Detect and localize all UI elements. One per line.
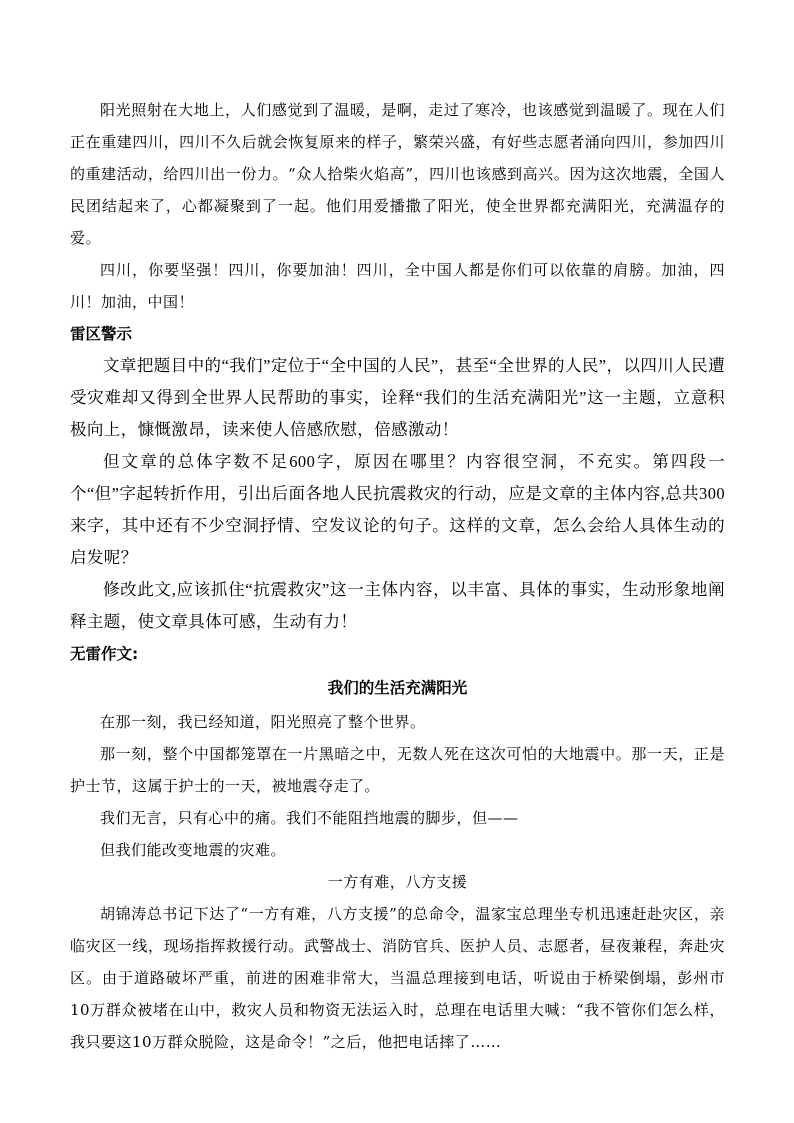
commentary-paragraph: 文章把题目中的“我们”定位于“全中国的人民”，甚至“全世界的人民”，以四川人民遭受灾难却又得到全世界人民帮助的事实，诠释“我们的生活充满阳光”这一主题，立意积极向上，慷慨激昂，读来使人倍感欣慰，倍感激动！ xyxy=(70,356,725,439)
commentary-paragraph: 但文章的总体字数不足600字，原因在哪里？内容很空洞，不充实。第四段一个“但”字起转折作用，引出后面各地人民抗震救灾的行动，应是文章的主体内容,总共300来字，其中还有不少空洞抒情、空发议论的句子。这样的文章，怎么会给人具体生动的启发呢？ xyxy=(70,452,725,567)
essay-paragraph: 胡锦涛总书记下达了“一方有难，八方支援”的总命令，温家宝总理坐专机迅速赶赴灾区，亲临灾区一线，现场指挥救援行动。武警战士、消防官兵、医护人员、志愿者，昼夜兼程，奔赴灾区。由于道路破坏严重，前进的困难非常大，当温总理接到电话，听说由于桥梁倒塌，彭州市10万群众被堵在山中，救灾人员和物资无法运入时，总理在电话里大喊：“我不管你们怎么样，我只要这10万群众脱险，这是命令！”之后，他把电话摔了…… xyxy=(70,905,725,1051)
excerpt-paragraph: 阳光照射在大地上，人们感觉到了温暖，是啊，走过了寒冷，也该感觉到温暖了。现在人们正在重建四川，四川不久后就会恢复原来的样子，繁荣兴盛，有好些志愿者涌向四川，参加四川的重建活动，给四川出一份力。“众人拾柴火焰高”，四川也该感到高兴。因为这次地震，全国人民团结起来了，心都凝聚到了一起。他们用爱播撒了阳光，使全世界都充满阳光，充满温存的爱。 xyxy=(70,101,725,247)
essay-paragraph: 那一刻，整个中国都笼罩在一片黑暗之中，无数人死在这次可怕的大地震中。那一天，正是护士节，这属于护士的一天，被地震夺走了。 xyxy=(70,745,725,795)
document-page xyxy=(70,94,725,1058)
model-essay xyxy=(70,706,725,1058)
essay-excerpt xyxy=(70,94,725,318)
essay-paragraph: 在那一刻，我已经知道，阳光照亮了整个世界。 xyxy=(100,713,426,731)
warning-commentary xyxy=(70,350,725,638)
essay-paragraph: 但我们能改变地震的灾难。 xyxy=(100,841,287,859)
excerpt-paragraph: 四川，你要坚强！四川，你要加油！四川，全中国人都是你们可以依靠的肩膀。加油，四川！加油，中国！ xyxy=(70,261,725,311)
essay-subtitle: 一方有难，八方支援 xyxy=(327,873,468,891)
essay-title: 我们的生活充满阳光 xyxy=(327,679,468,697)
section-heading-essay: 无雷作文: xyxy=(70,645,139,663)
commentary-paragraph: 修改此文,应该抓住“抗震救灾”这一主体内容，以丰富、具体的事实，生动形象地阐释主题，使文章具体可感，生动有力！ xyxy=(70,580,725,631)
essay-paragraph: 我们无言，只有心中的痛。我们不能阻挡地震的脚步，但—— xyxy=(100,809,519,827)
section-heading-warning: 雷区警示 xyxy=(70,325,133,343)
